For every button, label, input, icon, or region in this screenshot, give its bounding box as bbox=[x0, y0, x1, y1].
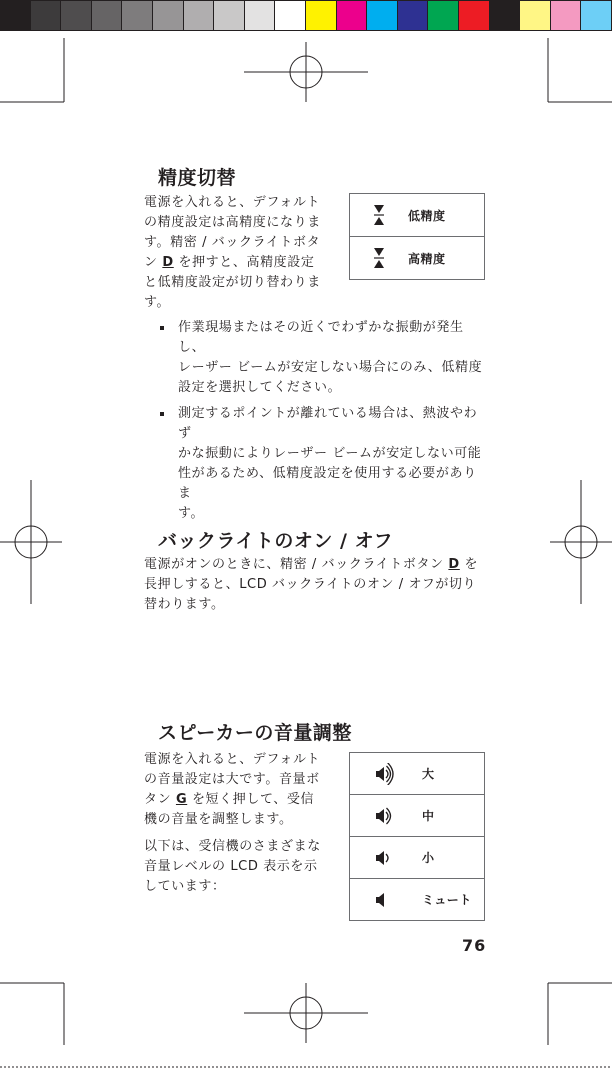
section-title-backlight: バックライトのオン / オフ bbox=[158, 530, 394, 552]
color-swatch bbox=[61, 0, 92, 31]
precision-table bbox=[349, 193, 485, 280]
color-swatch bbox=[459, 0, 490, 31]
precision-notes bbox=[160, 318, 490, 530]
volume-label-high: 大 bbox=[422, 767, 435, 781]
precision-icon bbox=[350, 247, 408, 269]
speaker-low-icon bbox=[350, 847, 422, 869]
color-swatch bbox=[520, 0, 551, 31]
section-title-precision: 精度切替 bbox=[158, 167, 237, 189]
color-swatch bbox=[551, 0, 582, 31]
page-number: 76 bbox=[462, 936, 487, 955]
color-swatch bbox=[367, 0, 398, 31]
volume-label-mute: ミュート bbox=[422, 893, 472, 907]
printer-color-bar bbox=[0, 0, 612, 31]
list-item: 作業現場またはその近くでわずかな振動が発生し、 レーザー ビームが安定しない場合にのみ、低精度 設定を選択してください。 bbox=[160, 318, 490, 398]
volume-row-high bbox=[350, 753, 484, 795]
speaker-description: 電源を入れると、デフォルト の音量設定は大です。音量ボ タン G を短く押して、受信 機の音量を調整します。 以下は、受信機のさまざまな 音量レベルの LCD 表示を示 しています： bbox=[144, 752, 321, 894]
speaker-high-icon bbox=[350, 763, 422, 785]
backlight-description: 電源がオンのときに、精密 / バックライトボタン D を 長押しすると、LCD バックライトのオン / オフが切り 替わります。 bbox=[144, 557, 479, 612]
color-swatch bbox=[337, 0, 368, 31]
precision-description: 電源を入れると、デフォルト の精度設定は高精度になりま す。精密 / バックライトボタ ン D を押すと、高精度設定 と低精度設定が切り替わりま す。 bbox=[144, 195, 321, 310]
precision-row-low bbox=[350, 194, 484, 237]
precision-label-low: 低精度 bbox=[408, 208, 446, 223]
color-swatch bbox=[275, 0, 306, 31]
color-swatch bbox=[245, 0, 276, 31]
bullet-icon bbox=[160, 412, 164, 416]
color-swatch bbox=[398, 0, 429, 31]
button-key-g: G bbox=[175, 792, 188, 807]
volume-row-low bbox=[350, 837, 484, 879]
speaker-medium-icon bbox=[350, 805, 422, 827]
color-swatch bbox=[306, 0, 337, 31]
section-title-speaker: スピーカーの音量調整 bbox=[158, 722, 352, 744]
volume-label-medium: 中 bbox=[422, 809, 435, 823]
precision-row-high bbox=[350, 237, 484, 279]
color-swatch bbox=[92, 0, 123, 31]
precision-icon bbox=[350, 204, 408, 226]
color-swatch bbox=[428, 0, 459, 31]
volume-row-medium bbox=[350, 795, 484, 837]
color-swatch bbox=[122, 0, 153, 31]
list-item: 測定するポイントが離れている場合は、熱波やわず かな振動によりレーザー ビームが安定しない可能 性があるため、低精度設定を使用する必要がありま す。 bbox=[160, 404, 490, 524]
volume-table bbox=[349, 752, 485, 921]
color-swatch bbox=[0, 0, 31, 31]
button-key-d: D bbox=[162, 255, 174, 270]
precision-label-high: 高精度 bbox=[408, 251, 446, 266]
color-swatch bbox=[490, 0, 521, 31]
bullet-icon bbox=[160, 326, 164, 330]
speaker-mute-icon bbox=[350, 889, 422, 911]
color-swatch bbox=[153, 0, 184, 31]
button-key-d: D bbox=[448, 557, 460, 572]
volume-label-low: 小 bbox=[422, 851, 435, 865]
color-swatch bbox=[184, 0, 215, 31]
volume-row-mute bbox=[350, 879, 484, 920]
color-swatch bbox=[214, 0, 245, 31]
color-swatch bbox=[31, 0, 62, 31]
color-swatch bbox=[581, 0, 612, 31]
